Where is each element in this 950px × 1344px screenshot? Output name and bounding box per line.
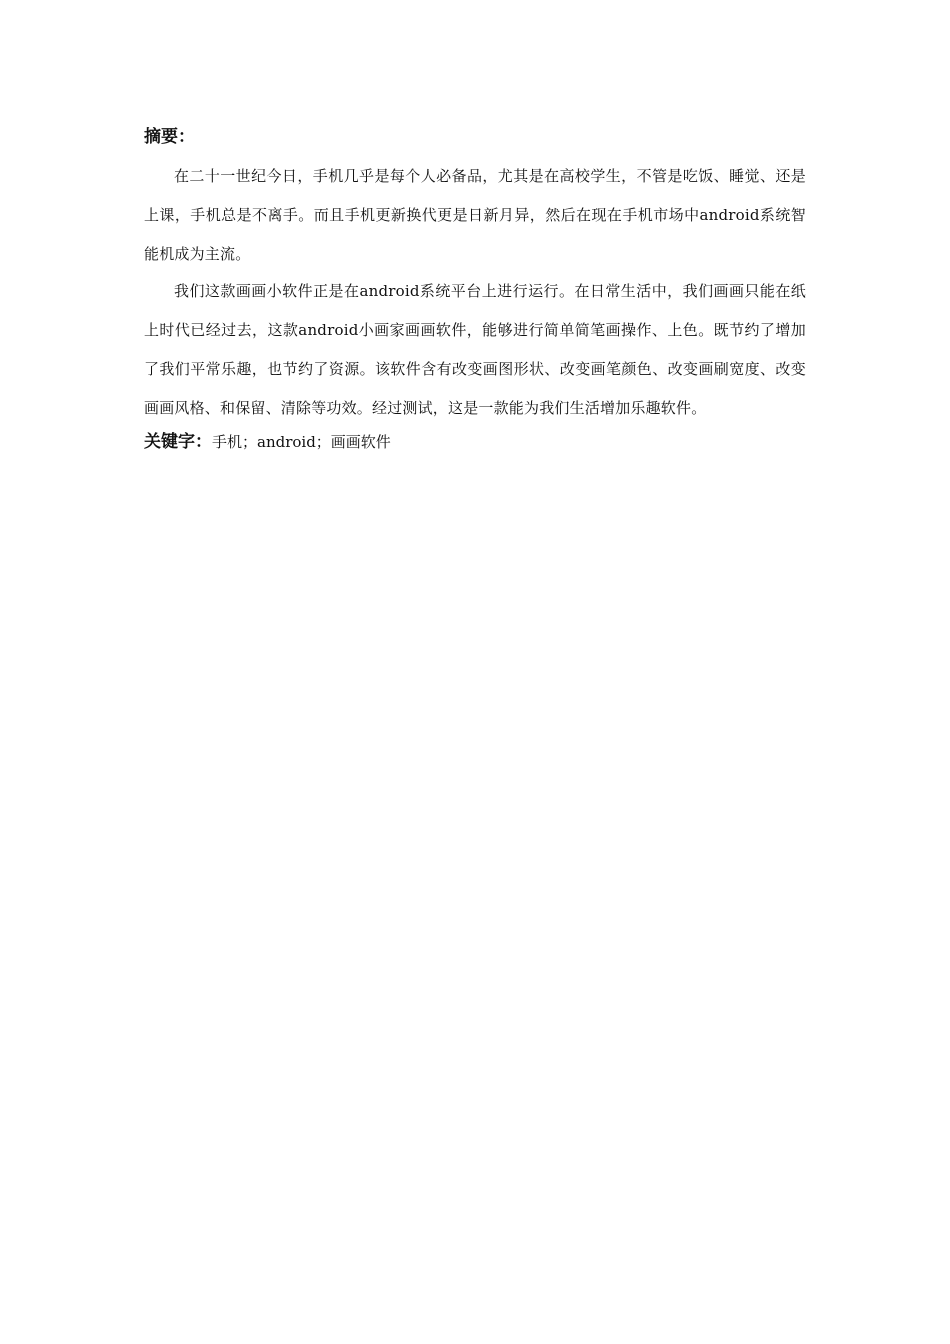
keywords-label: 关键字：: [144, 432, 212, 452]
abstract-heading: 摘要：: [144, 127, 195, 147]
abstract-paragraph-2: 我们这款画画小软件正是在android系统平台上进行运行。在日常生活中，我们画画只能在纸上时代已经过去，这款android小画家画画软件，能够进行简单简笔画操作、上色。既节约了增加了我们平常乐趣，也节约了资源。该软件含有改变画图形状、改变画笔颜色、改变画刷宽度、改变画画风格、和保留、清除等功效。经过测试，这是一款能为我们生活增加乐趣软件。: [144, 282, 806, 417]
keywords-text: 手机；android；画画软件: [212, 433, 391, 451]
keywords-line: [144, 428, 806, 457]
abstract-section: [144, 124, 806, 457]
abstract-paragraph-1: 在二十一世纪今日，手机几乎是每个人必备品，尤其是在高校学生，不管是吃饭、睡觉、还是上课，手机总是不离手。而且手机更新换代更是日新月异，然后在现在手机市场中android系统智能机成为主流。: [144, 167, 806, 263]
